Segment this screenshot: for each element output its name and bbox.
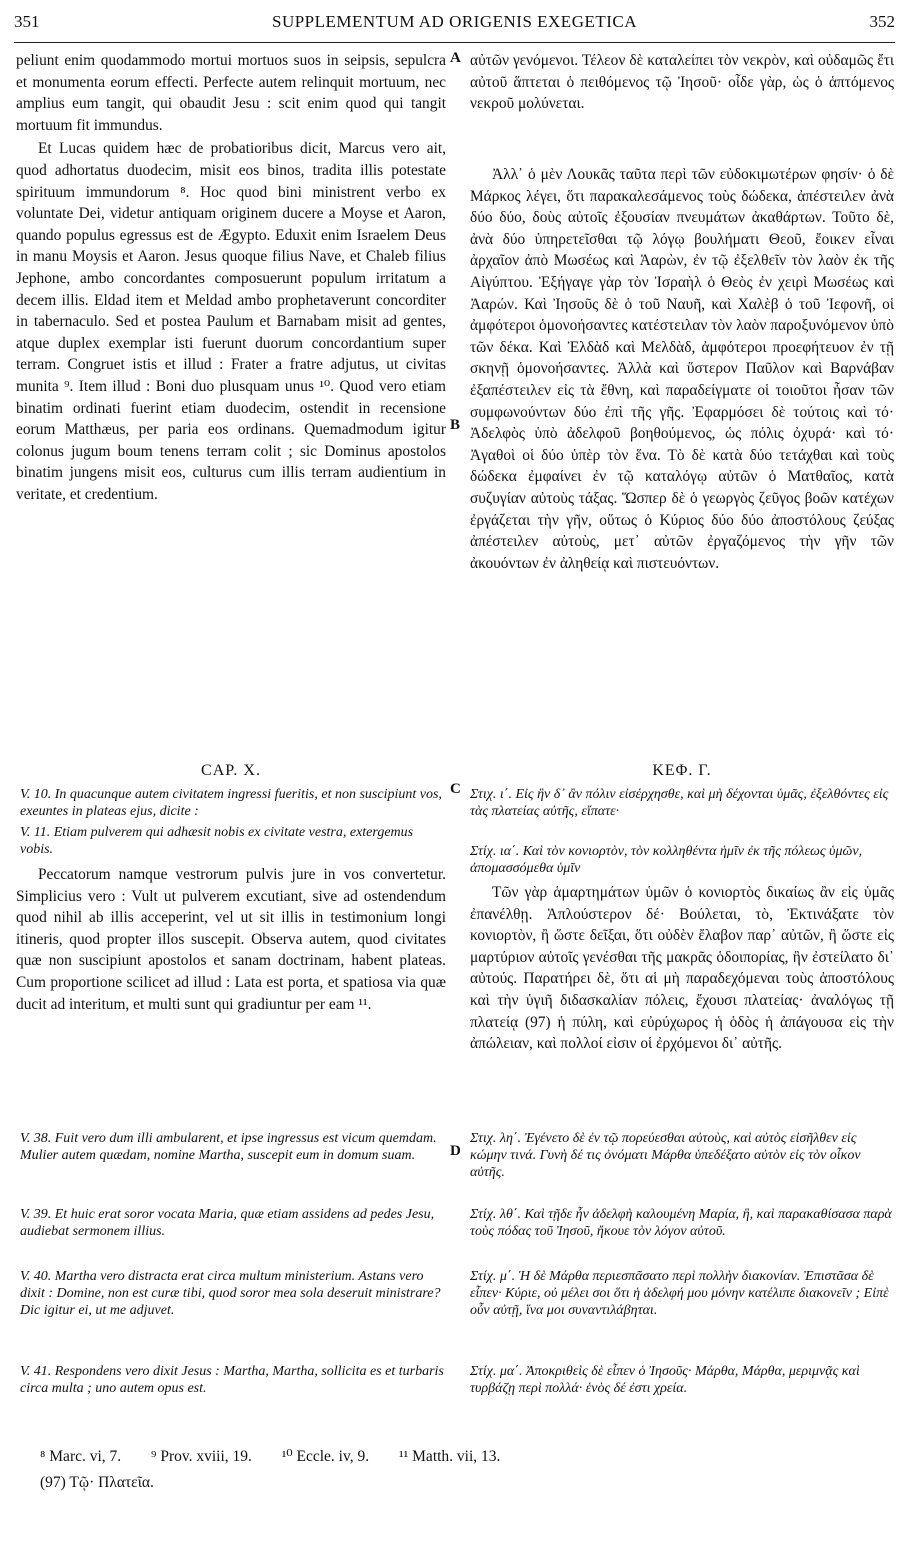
page-number-left: 351	[14, 12, 40, 31]
latin-chapter-title: CAP. X.	[201, 762, 261, 779]
greek-paragraph-2: Ἀλλ᾽ ὁ μὲν Λουκᾶς ταῦτα περὶ τῶν εὐδοκιμωτέρων φησίν· ὁ δὲ Μάρκος λέγει, ὅτι παρακαλεσάμενος τοὺς δώδεκα, ἀπέστειλεν ἀνὰ δύο δύο, δοὺς αὐτοῖς ἐξουσίαν πνευμάτων ἀκαθάρτων. Τοῦτο δὲ, ἀνὰ δύο ὑπηρετεῖσθαι τῷ λόγῳ βουλήματι Θεοῦ, ἔοικεν εἶναι ἀρχαῖον ἀπὸ Μωσέως καὶ Ἀαρὼν, ἐν τῷ ἐξελθεῖν τὸν λαὸν ἐκ τῆς Αἰγύπτου. Ἐξήγαγε γὰρ τὸν Ἰσραὴλ ὁ Θεὸς ἐν χειρὶ Μωσέως καὶ Ἀαρών. Καὶ Ἰησοῦς δὲ ὁ τοῦ Ναυῆ, καὶ Χαλὲβ ὁ τοῦ Ἰεφονῆ, οἱ ἀμφότεροι ὁμονοήσαντες κατέστειλαν τὸν λαὸν παροξυνόμενον ὑπὸ τῶν δέκα. Καὶ Ἐλδὰδ καὶ Μελδὰδ, ἀμφότεροι προεφήτευον ἐν τῇ σκηνῇ ὁμονοήσαντες. Ἀλλὰ καὶ ὕστερον Παῦλον καὶ Βαρνάβαν ἐξαπέστειλεν εἰς τὰ ἔθνη, καὶ παραδείγματε οἱ τοιοῦτοι ἦσαν τῶν συμφωνούντων δύο ἐπὶ τῆς γῆς. Ἐφαρμόσει δὲ τούτοις καὶ τό· Ἀδελφὸς ὑπὸ ἀδελφοῦ βοηθούμενος, ὡς πόλις ὀχυρά· καὶ τό· Ἀγαθοὶ οἱ δύο ὑπὲρ τὸν ἕνα. Τὸ δὲ κατὰ δύο τετάχθαι καὶ τοὺς δώδεκα ἐμφαίνει ἐν τῷ καταλόγῳ αὐτῶν ὁ Ματθαῖος, κατὰ συζυγίαν αὐτοὺς τάξας. Ὥσπερ δὲ ὁ γεωργὸς ζεῦγος βοῶν κατέχων ἐργάζεται τὴν γῆν, οὕτως ὁ Κύριος δύο δύο ἀποστόλους ζεύξας ἀπέστειλεν αὐτοὺς, μετ᾽ αὐτῶν ἐργαζόμενος τὴν γῆν τῶν ἀκουόντων ἐν ἀληθείᾳ καὶ πιστευόντων.	[470, 166, 894, 572]
greek-verse-38: Στιχ. λη΄. Ἐγένετο δὲ ἐν τῷ πορεύεσθαι αὐτοὺς, καὶ αὐτὸς εἰσῆλθεν εἰς κώμην τινά. Γυνὴ δέ τις ὀνόματι Μάρθα ὑπεδέξατο αὐτὸν εἰς τὸν οἶκον αὐτῆς.	[470, 1131, 861, 1180]
greek-verse-41: Στίχ. μα΄. Ἀποκριθεὶς δὲ εἶπεν ὁ Ἰησοῦς· Μάρθα, Μάρθα, μεριμνᾷς καὶ τυρβάζῃ περὶ πολλά· ἑνὸς δέ ἐστι χρεία.	[470, 1364, 860, 1396]
latin-commentary-2	[16, 864, 446, 1015]
latin-verse-11: V. 11. Etiam pulverem qui adhæsit nobis ex civitate vestra, extergemus vobis.	[20, 825, 414, 857]
margin-letter-c: C	[450, 781, 461, 797]
page-number-right: 352	[869, 12, 895, 31]
footnote-8: ⁸ Marc. vi, 7.	[40, 1448, 122, 1465]
latin-paragraph-2: Et Lucas quidem hæc de probatioribus dicit, Marcus vero ait, quod adhortatus duodecim, misit eos binos, tradita illis potestate spirituum immundorum ⁸. Hoc quod bini ministrent verbo ex voluntate Dei, videtur antiquam originem ducere a Moyse et Aaron, quando populus egressus est de Ægypto. Eduxit enim Israelem Deus in manu Moysis et Aaron. Jesus quoque filius Nave, et Chaleb filius Jephone, ambo concordantes composuerunt populum irritatum a decem illis. Eldad item et Meldad ambo prophetaverunt concorditer in tabernaculo. Sed et postea Paulum et Barnabam misit ad gentes, atque duplex exemplar isti fuerunt duorum concordantium super terram. Congruet istis et illud : Frater a fratre adjutus, ut civitas munita ⁹. Item illud : Boni duo plusquam unus ¹⁰. Quod vero etiam binatim ordinati fuerint etiam duodecim, ostendit in recensione eorum Matthæus, per paria eos ordinans. Quemadmodum igitur colonus jugum boum tenens terram colit ; sic Dominus apostolos binatim jungens misit eos, culturus cum illis terram audientium in veritate, et credentium.	[16, 140, 446, 503]
footnote-line-2	[40, 1470, 526, 1496]
greek-column-2	[470, 164, 894, 574]
footnotes	[40, 1444, 526, 1496]
greek-verse-39: Στίχ. λθ΄. Καὶ τῇδε ἦν ἀδελφὴ καλουμένη Μαρία, ἣ, καὶ παρακαθίσασα παρὰ τοὺς πόδας τοῦ Ἰησοῦ, ἤκουε τὸν λόγον αὐτοῦ.	[470, 1207, 892, 1239]
greek-chapter-title: ΚΕΦ. Γ.	[652, 762, 712, 779]
margin-letter-a: A	[450, 50, 461, 66]
footnote-9: ⁹ Prov. xviii, 19.	[151, 1448, 252, 1465]
running-title: SUPPLEMENTUM AD ORIGENIS EXEGETICA	[271, 12, 638, 31]
latin-column	[16, 50, 446, 505]
greek-column	[470, 50, 894, 115]
footnote-11: ¹¹ Matth. vii, 13.	[398, 1448, 501, 1465]
footnote-line-1	[40, 1444, 526, 1470]
footnote-97: (97) Τῷ· Πλατεῖα.	[40, 1474, 154, 1491]
latin-paragraph-3: Peccatorum namque vestrorum pulvis jure in vos convertetur. Simplicius vero : Vult ut pulverem excutiant, sive ad ostendendum quod nihil ab illis acceperint, vel ut sit illis in testimonium longi itineris, quod propter illos suscepit. Observa autem, quod civitates quæ non suscipiunt apostolos et sanam doctrinam, habent plateas. Cum proportione scilicet ad illud : Lata est porta, et spatiosa via quæ ducit ad interitum, et multi sunt qui gradiuntur per eam ¹¹.	[16, 866, 446, 1013]
latin-verse-10: V. 10. In quacunque autem civitatem ingressi fueritis, et non suscipiunt vos, exeuntes in plateas ejus, dicite :	[20, 787, 442, 819]
greek-commentary-2	[470, 882, 894, 1055]
page-header	[14, 12, 895, 43]
margin-letter-d: D	[450, 1143, 461, 1159]
latin-verse-41: V. 41. Respondens vero dixit Jesus : Martha, Martha, sollicita es et turbaris circa multa ; uno autem opus est.	[20, 1364, 444, 1396]
latin-paragraph-1: peliunt enim quodammodo mortui mortuos suos in seipsis, sepulcra et monumenta eorum effecti. Perfecte autem relinquit mortuum, nec amplius eum tangit, qui obaudit Jesu : scit enim quod qui tangit mortuum fit immundus.	[16, 52, 446, 134]
footnote-10: ¹⁰ Eccle. iv, 9.	[281, 1448, 370, 1465]
margin-letter-b: B	[450, 417, 461, 433]
greek-verse-40: Στίχ. μ΄. Ἡ δὲ Μάρθα περιεσπᾶσατο περὶ πολλὴν διακονίαν. Ἐπιστᾶσα δὲ εἶπεν· Κύριε, οὐ μέλει σοι ὅτι ἡ ἀδελφή μου μόνην κατέλιπε διακονεῖν ; Εἰπὲ οὖν αὐτῇ, ἵνα μοι συναντιλάβηται.	[470, 1269, 889, 1318]
greek-verse-11: Στίχ. ια΄. Καὶ τὸν κονιορτὸν, τὸν κολληθέντα ἡμῖν ἐκ τῆς πόλεως ὑμῶν, ἀπομασσόμεθα ὑμῖν	[470, 844, 863, 876]
greek-verse-10: Στιχ. ι΄. Εἰς ἣν δ᾽ ἂν πόλιν εἰσέρχησθε, καὶ μὴ δέχονται ὑμᾶς, ἐξελθόντες εἰς τὰς πλατείας αὐτῆς, εἴπατε·	[470, 787, 889, 819]
latin-verse-40: V. 40. Martha vero distracta erat circa multum ministerium. Astans vero dixit : Domine, non est curæ tibi, quod soror mea sola deseruit ministrare? Dic igitur ei, ut me adjuvet.	[20, 1269, 441, 1318]
latin-verse-39: V. 39. Et huic erat soror vocata Maria, quæ etiam assidens ad pedes Jesu, audiebat sermonem illius.	[20, 1207, 435, 1239]
greek-paragraph-3: Τῶν γὰρ ἁμαρτημάτων ὑμῶν ὁ κονιορτὸς δικαίως ἂν εἰς ὑμᾶς ἐπανέλθῃ. Ἁπλούστερον δέ· Βούλεται, τὸ, Ἐκτινάξατε τὸν κονιορτὸν, ἢ ὥστε δεῖξαι, ὅτι οὐδὲν ἔλαβον παρ᾽ αὐτῶν, ἢ ὥστε εἰς μαρτύριον αὐτοῖς γενέσθαι τῆς μακρᾶς ὁδοιπορίας, ἣν ἐστείλατο δι᾽ αὐτούς. Παρατήρει δὲ, ὅτι αἱ μὴ παραδεχόμεναι τοὺς ἀποστόλους καὶ τὴν ὑγιῆ διδασκαλίαν πόλεις, ἔχουσι πλατείας· ἀναλόγως τῇ πλατείᾳ (97) ἡ πύλη, καὶ εὐρύχωρος ἡ ὁδὸς ἡ ἀπάγουσα εἰς τὴν ἀπώλειαν, καὶ πολλοί εἰσιν οἱ ἐρχόμενοι δι᾽ αὐτῆς.	[470, 884, 894, 1053]
latin-verse-38: V. 38. Fuit vero dum illi ambularent, et ipse ingressus est vicum quemdam. Mulier autem quædam, nomine Martha, suscepit eum in domum suam.	[20, 1131, 437, 1163]
greek-paragraph-1: αὐτῶν γενόμενοι. Τέλεον δὲ καταλείπει τὸν νεκρὸν, καὶ οὐδαμῶς ἔτι αὐτοῦ ἅπτεται ὁ πειθόμενος τῷ Ἰησοῦ· οἶδε γὰρ, ὡς ὁ ἁπτόμενος νεκροῦ μολύνεται.	[470, 52, 894, 113]
